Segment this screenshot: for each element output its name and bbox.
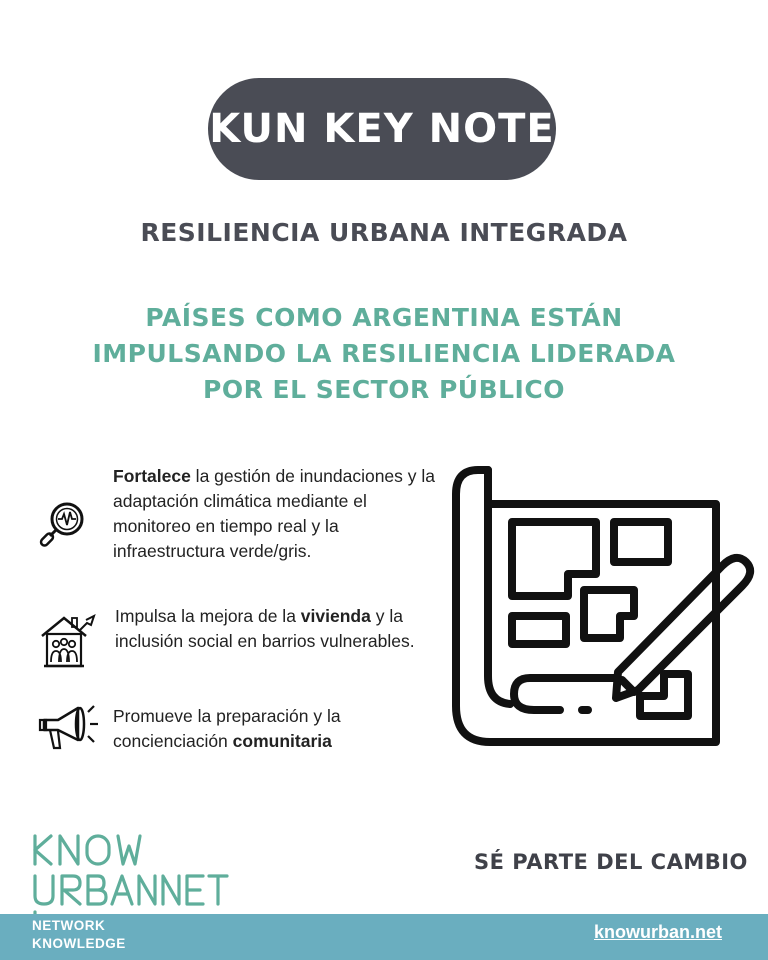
footer-tagline bbox=[32, 917, 126, 953]
page-title: KUN KEY NOTE bbox=[209, 106, 555, 152]
subtitle: RESILIENCIA URBANA INTEGRADA bbox=[140, 218, 628, 247]
community-house-icon bbox=[38, 612, 100, 670]
blueprint-pencil-icon bbox=[450, 466, 756, 746]
title-badge bbox=[208, 78, 556, 180]
magnifier-pulse-icon bbox=[36, 498, 90, 552]
footer-line-knowledge: KNOWLEDGE bbox=[32, 936, 126, 951]
headline: PAÍSES COMO ARGENTINA ESTÁN IMPULSANDO LA RESILIENCIA LIDERADA POR EL SECTOR PÚBLICO bbox=[92, 303, 676, 404]
footer-line-network: NETWORK bbox=[32, 918, 106, 933]
point-preparedness: Promueve la preparación y la concienciación comunitaria bbox=[113, 706, 341, 751]
knowurbannet-logo bbox=[32, 832, 232, 916]
point-housing: Impulsa la mejora de la vivienda y la inclusión social en barrios vulnerables. bbox=[115, 606, 415, 651]
megaphone-icon bbox=[36, 700, 102, 756]
call-to-action: SÉ PARTE DEL CAMBIO bbox=[474, 850, 748, 874]
point-floods: Fortalece la gestión de inundaciones y la adaptación climática mediante el monitoreo en tiempo real y la infraestructura verde/gris. bbox=[113, 466, 436, 561]
website-link[interactable]: knowurban.net bbox=[594, 922, 723, 942]
